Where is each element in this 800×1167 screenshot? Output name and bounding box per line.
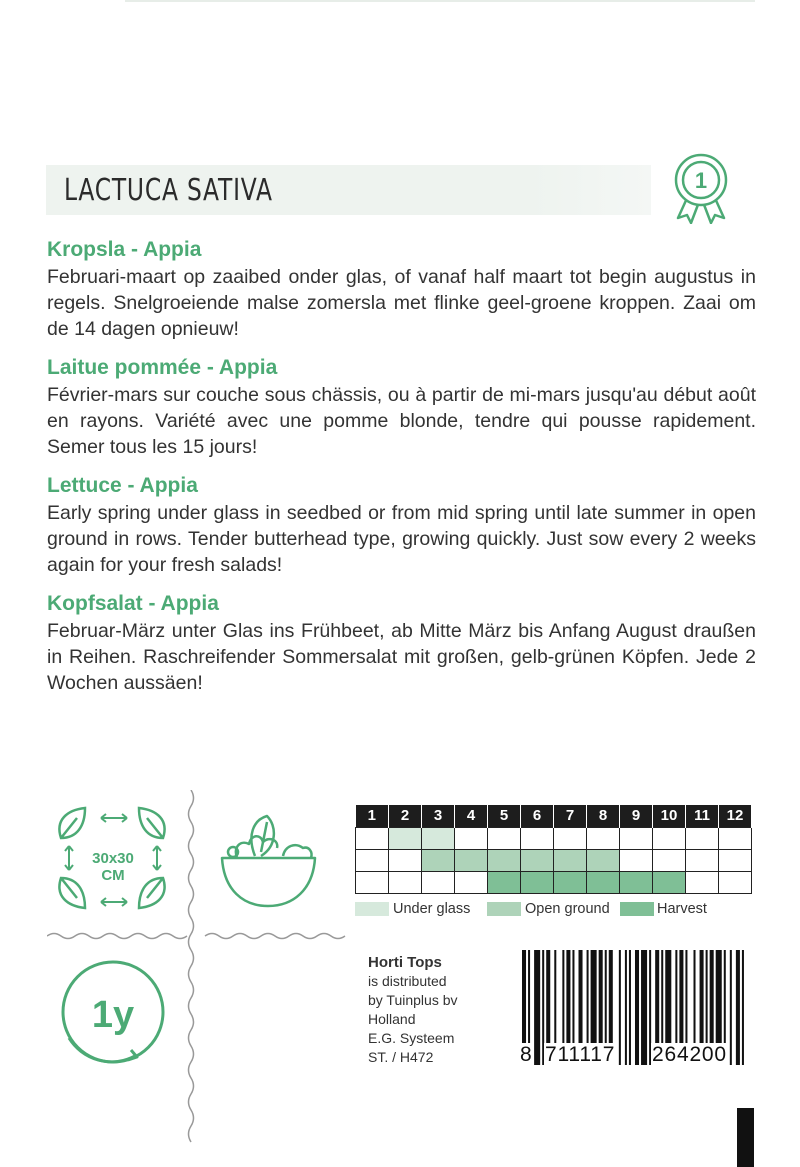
legend-label-harvest: Harvest: [657, 901, 707, 917]
calendar-cell: [521, 827, 554, 849]
calendar-cell: [488, 827, 521, 849]
barcode-bar: [629, 950, 631, 1065]
calendar-cell: [653, 849, 686, 871]
section-dutch: [47, 236, 756, 342]
legend-swatch-harvest: [620, 902, 654, 916]
legend-label-open-ground: Open ground: [525, 901, 610, 917]
calendar-cell: [455, 849, 488, 871]
calendar-cell: [488, 871, 521, 893]
barcode-bar: [625, 950, 627, 1065]
month-label: 10: [653, 805, 686, 827]
section-text: Februari-maart op zaaibed onder glas, of vanaf half maart tot begin augustus in regels. Snelgroeiende malse zomersla met flinke geel-groene kroppen. Zaai om de 14 dagen opnieuw!: [47, 266, 756, 340]
calendar-cell: [521, 871, 554, 893]
calendar-month-row: [356, 805, 752, 827]
section-title: Laitue pommée - Appia: [47, 356, 278, 379]
calendar-cell: [455, 871, 488, 893]
description-sections: [47, 236, 756, 708]
growing-icons-panel: [47, 790, 367, 1167]
month-label: 12: [719, 805, 752, 827]
legend-swatch-open-ground: [487, 902, 521, 916]
month-label: 11: [686, 805, 719, 827]
double-arrow-horizontal-icon: [101, 814, 127, 822]
distributor-line: Holland: [368, 1011, 416, 1027]
leaf-icon: [59, 808, 85, 838]
calendar-row-harvest: [356, 871, 752, 893]
calendar-cell: [620, 849, 653, 871]
calendar-cell: [356, 849, 389, 871]
salad-bowl-icon: [222, 816, 315, 906]
month-label: 1: [356, 805, 389, 827]
section-title: Kopfsalat - Appia: [47, 592, 219, 615]
month-label: 6: [521, 805, 554, 827]
calendar-cell: [719, 827, 752, 849]
distributor-line: is distributed: [368, 973, 447, 989]
calendar-cell: [455, 827, 488, 849]
barcode-digit-group: 264200: [652, 1043, 727, 1066]
print-mark: [737, 1108, 754, 1167]
calendar-cell: [620, 827, 653, 849]
species-name: LACTUCA SATIVA: [64, 173, 273, 208]
section-english: [47, 472, 756, 578]
wavy-divider-horizontal: [205, 934, 345, 939]
legend-label-under-glass: Under glass: [393, 901, 471, 917]
calendar-cell: [653, 871, 686, 893]
calendar-legend: [355, 900, 755, 920]
section-text: Février-mars sur couche sous chässis, ou à partir de mi-mars jusqu'au début août en rayons. Variété avec une pomme blonde, tendre qui pousse rapidement. Semer tous les 15 jours!: [47, 384, 756, 458]
barcode-bar: [730, 950, 732, 1065]
barcode-bar: [742, 950, 744, 1065]
section-german: [47, 590, 756, 696]
barcode-digit-group: 711117: [545, 1043, 616, 1066]
wavy-divider-vertical: [189, 950, 194, 1142]
month-label: 7: [554, 805, 587, 827]
calendar-cell: [422, 827, 455, 849]
calendar-cell: [389, 827, 422, 849]
double-arrow-vertical-icon: [153, 846, 161, 870]
calendar-cell: [587, 871, 620, 893]
calendar-cell: [587, 827, 620, 849]
calendar-cell: [422, 849, 455, 871]
cycle-arrow-icon: [128, 1050, 137, 1060]
barcode-bar: [736, 950, 740, 1065]
calendar-cell: [719, 871, 752, 893]
spacing-value: 30x30: [92, 850, 134, 867]
calendar-row-open-ground: [356, 849, 752, 871]
calendar-cell: [389, 871, 422, 893]
barcode-bar: [635, 950, 639, 1065]
wavy-divider-vertical: [189, 790, 194, 950]
double-arrow-vertical-icon: [65, 846, 73, 870]
rosette-number: 1: [694, 168, 708, 193]
sowing-calendar: [355, 805, 752, 894]
leaf-icon: [139, 878, 165, 908]
calendar-cell: [554, 849, 587, 871]
species-banner: [46, 165, 651, 215]
top-edge-line: [125, 0, 755, 2]
barcode-digit-group: 8: [520, 1043, 533, 1066]
month-label: 5: [488, 805, 521, 827]
distributor-line: by Tuinplus bv: [368, 992, 458, 1008]
calendar-cell: [422, 871, 455, 893]
distributor-line: ST. / H472: [368, 1049, 434, 1065]
calendar-cell: [554, 827, 587, 849]
calendar-cell: [389, 849, 422, 871]
section-title: Kropsla - Appia: [47, 238, 202, 261]
calendar-row-under-glass: [356, 827, 752, 849]
month-label: 9: [620, 805, 653, 827]
lifespan-value: 1y: [91, 994, 135, 1036]
barcode-bar: [641, 950, 647, 1065]
calendar-cell: [719, 849, 752, 871]
calendar-cell: [554, 871, 587, 893]
distributor-line: E.G. Systeem: [368, 1030, 455, 1046]
month-label: 4: [455, 805, 488, 827]
section-text: Februar-März unter Glas ins Frühbeet, ab Mitte März bis Anfang August draußen in Reihen. Raschreifender Sommersalat mit großen, gelb-grünen Köpfen. Jede 2 Wochen aussäen!: [47, 620, 756, 694]
barcode-bar: [534, 950, 540, 1065]
calendar-cell: [686, 871, 719, 893]
quality-rosette-icon: [670, 152, 732, 224]
leaf-icon: [139, 808, 165, 838]
calendar-cell: [356, 827, 389, 849]
section-title: Lettuce - Appia: [47, 474, 198, 497]
calendar-cell: [620, 871, 653, 893]
calendar-cell: [686, 849, 719, 871]
legend-swatch-under-glass: [355, 902, 389, 916]
calendar-cell: [686, 827, 719, 849]
calendar-cell: [653, 827, 686, 849]
section-text: Early spring under glass in seedbed or from mid spring until late summer in open ground in rows. Tender butterhead type, growing quickly. Just sow every 2 weeks again for your fresh salads!: [47, 502, 756, 576]
spacing-unit: CM: [101, 867, 125, 884]
calendar-cell: [356, 871, 389, 893]
wavy-divider-horizontal: [47, 934, 187, 939]
calendar-cell: [488, 849, 521, 871]
calendar-cell: [521, 849, 554, 871]
section-french: [47, 354, 756, 460]
leaf-icon: [59, 878, 85, 908]
double-arrow-horizontal-icon: [101, 898, 127, 906]
brand-name: Horti Tops: [368, 954, 442, 971]
month-label: 2: [389, 805, 422, 827]
barcode-bar: [619, 950, 621, 1065]
month-label: 8: [587, 805, 620, 827]
distributor-info: [368, 953, 458, 1067]
month-label: 3: [422, 805, 455, 827]
calendar-cell: [587, 849, 620, 871]
